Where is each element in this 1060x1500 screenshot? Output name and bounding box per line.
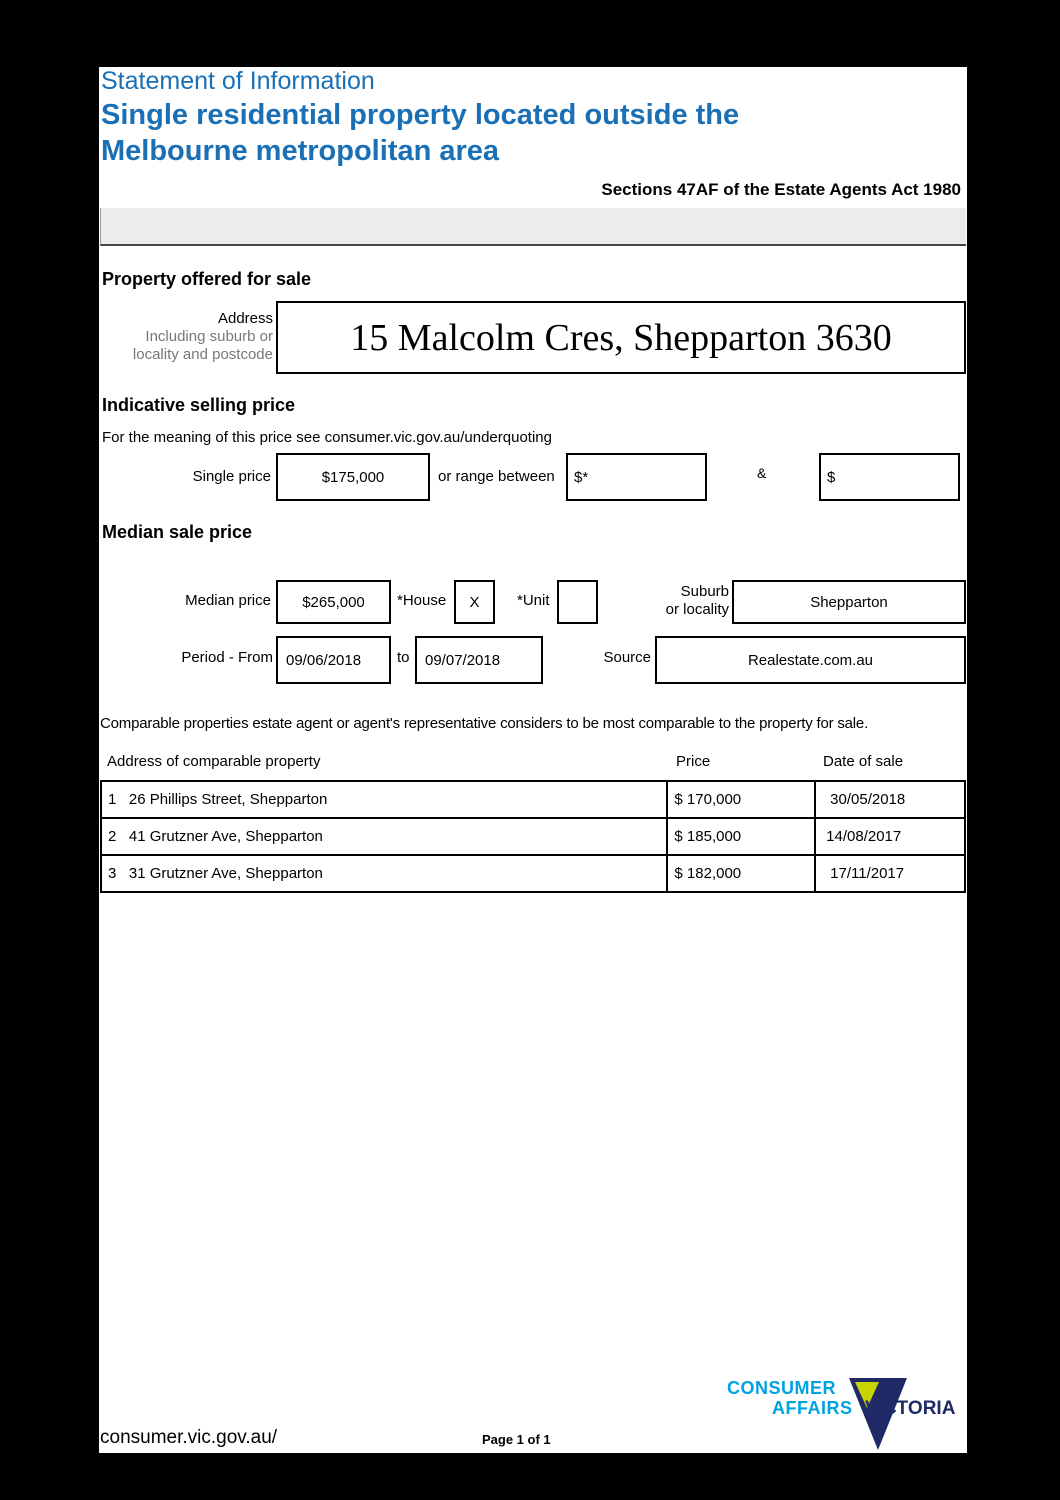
suburb-label-1: Suburb xyxy=(680,583,729,600)
comparable-price-cell[interactable]: $ 182,000 xyxy=(667,855,815,892)
comparables-intro: Comparable properties estate agent or agent's representative considers to be most comparable to the property for sale. xyxy=(100,715,869,732)
suburb-label-2: or locality xyxy=(665,601,729,618)
property-heading: Property offered for sale xyxy=(102,269,312,289)
period-to-label: to xyxy=(397,649,410,666)
house-checkbox[interactable] xyxy=(454,580,495,624)
single-price-label: Single price xyxy=(192,468,271,485)
document-subtitle: Statement of Information xyxy=(101,67,375,95)
logo-line-2: AFFAIRS xyxy=(772,1398,853,1418)
indicative-note: For the meaning of this price see consumer.vic.gov.au/underquoting xyxy=(102,429,552,446)
median-price-value: $265,000 xyxy=(302,593,365,611)
act-reference: Sections 47AF of the Estate Agents Act 1980 xyxy=(601,180,961,199)
table-row xyxy=(101,818,965,855)
address-value: 15 Malcolm Cres, Shepparton 3630 xyxy=(350,316,892,359)
address-label-group xyxy=(133,310,273,364)
comparable-address: 31 Grutzner Ave, Shepparton xyxy=(128,865,323,882)
comparable-date-cell[interactable]: 17/11/2017 xyxy=(815,855,965,892)
row-number: 2 xyxy=(108,828,117,845)
source-field[interactable] xyxy=(655,636,966,684)
single-price-value: $175,000 xyxy=(321,468,385,486)
consumer-affairs-victoria-logo xyxy=(727,1372,967,1450)
suburb-label-group xyxy=(666,583,729,619)
suburb-field[interactable] xyxy=(732,580,966,624)
comparable-date-cell[interactable]: 14/08/2017 xyxy=(815,818,965,855)
comparable-date-cell[interactable]: 30/05/2018 xyxy=(815,781,965,818)
comparable-address: 41 Grutzner Ave, Shepparton xyxy=(128,828,323,845)
column-header-date: Date of sale xyxy=(823,753,904,770)
range-label: or range between xyxy=(438,468,555,485)
median-heading: Median sale price xyxy=(102,522,253,542)
period-to-value: 09/07/2018 xyxy=(425,651,501,669)
header-divider-bar xyxy=(100,208,966,246)
table-row xyxy=(101,855,965,892)
address-sublabel-1: Including suburb or xyxy=(145,328,273,345)
comparables-table xyxy=(100,780,966,893)
title-line-1: Single residential property located outside the xyxy=(101,99,740,131)
document-page xyxy=(99,67,967,1453)
source-value: Realestate.com.au xyxy=(747,651,874,669)
period-from-field[interactable] xyxy=(276,636,391,684)
comparable-price-cell[interactable]: $ 185,000 xyxy=(667,818,815,855)
range-ampersand: & xyxy=(757,465,767,481)
page-number: Page 1 of 1 xyxy=(482,1432,551,1447)
single-price-field[interactable] xyxy=(276,453,430,501)
median-price-label: Median price xyxy=(185,592,271,609)
range-from-field[interactable] xyxy=(566,453,707,501)
unit-checkbox[interactable] xyxy=(557,580,598,624)
comparable-address: 26 Phillips Street, Shepparton xyxy=(128,791,328,808)
document-title xyxy=(101,97,739,169)
comparable-address-cell[interactable] xyxy=(101,818,667,855)
unit-label: *Unit xyxy=(517,592,550,609)
row-number: 1 xyxy=(108,791,117,808)
footer-url[interactable]: consumer.vic.gov.au/ xyxy=(100,1427,278,1448)
address-field[interactable] xyxy=(276,301,966,374)
comparable-price-cell[interactable]: $ 170,000 xyxy=(667,781,815,818)
column-header-address: Address of comparable property xyxy=(107,753,321,770)
house-checkbox-value: X xyxy=(469,593,480,611)
address-label: Address xyxy=(217,310,273,327)
period-from-label: Period - From xyxy=(181,649,273,666)
title-line-2: Melbourne metropolitan area xyxy=(101,135,500,167)
range-to-value: $ xyxy=(827,468,836,486)
source-label: Source xyxy=(603,649,651,666)
period-to-field[interactable] xyxy=(415,636,543,684)
median-price-field[interactable] xyxy=(276,580,391,624)
column-header-price: Price xyxy=(676,753,711,770)
range-from-value: $* xyxy=(574,468,589,486)
range-to-field[interactable] xyxy=(819,453,960,501)
logo-victoria-word: VICTORIA xyxy=(865,1398,956,1419)
suburb-value: Shepparton xyxy=(810,593,888,611)
comparable-address-cell[interactable] xyxy=(101,781,667,818)
logo-line-1: CONSUMER xyxy=(727,1378,837,1398)
period-from-value: 09/06/2018 xyxy=(286,651,362,669)
indicative-heading: Indicative selling price xyxy=(102,395,296,415)
comparable-address-cell[interactable] xyxy=(101,855,667,892)
row-number: 3 xyxy=(108,865,117,882)
address-sublabel-2: locality and postcode xyxy=(132,346,273,363)
table-row xyxy=(101,781,965,818)
house-label: *House xyxy=(397,592,447,609)
